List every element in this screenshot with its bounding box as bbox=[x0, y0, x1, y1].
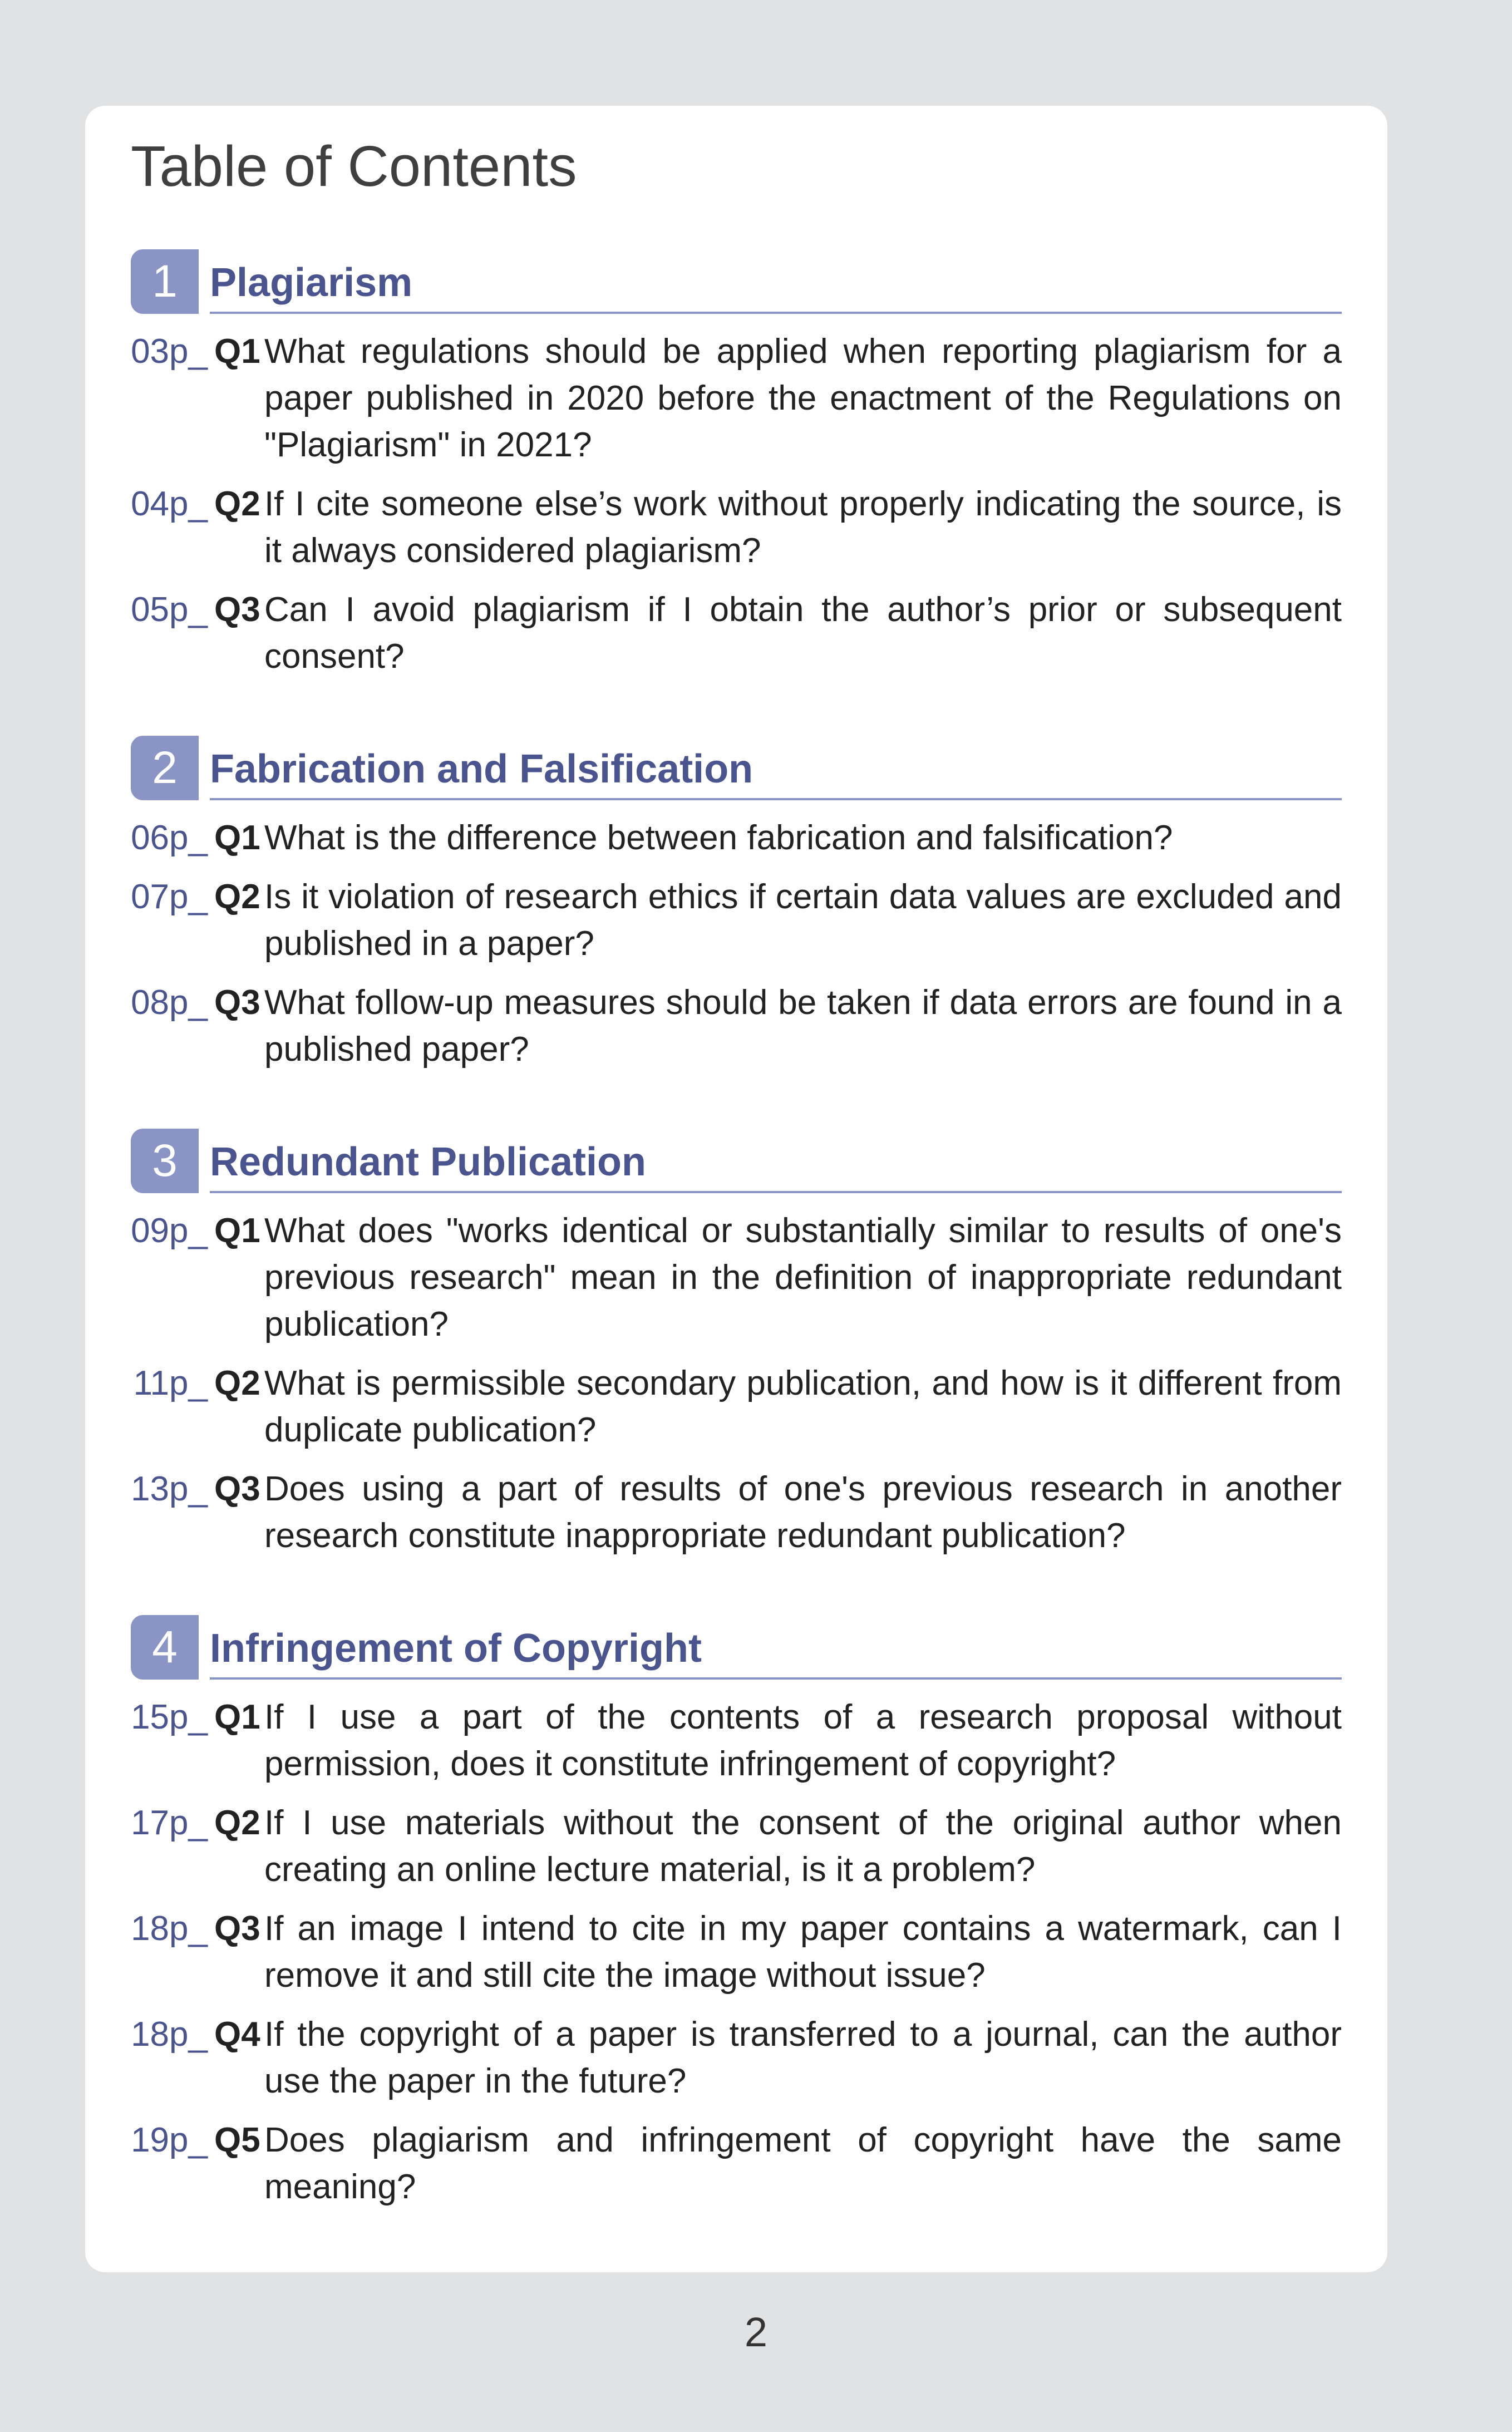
entry-question-text: If I use materials without the consent of the original author when creating an online lecture material, is it a problem? bbox=[264, 1804, 1342, 1889]
toc-entry[interactable] bbox=[131, 2117, 1342, 2211]
entry-question-text: What does "works identical or substantially similar to results of one's previous research" mean in the definition of inappropriate redundant publication? bbox=[264, 1212, 1342, 1344]
section-header bbox=[131, 736, 1342, 800]
entry-question-number: Q1 bbox=[214, 1212, 260, 1251]
section-number-badge: 3 bbox=[131, 1129, 199, 1193]
entry-page-ref: 04p_ bbox=[131, 485, 208, 524]
entry-question-number: Q2 bbox=[214, 485, 260, 524]
section-number-badge: 1 bbox=[131, 249, 199, 314]
toc-entry[interactable] bbox=[131, 587, 1342, 680]
toc-entry[interactable] bbox=[131, 2011, 1342, 2105]
entry-page-ref: 11p_ bbox=[133, 1364, 208, 1403]
entry-page-ref: 18p_ bbox=[131, 2015, 208, 2054]
toc-section bbox=[131, 736, 1342, 1073]
entry-question-text: What is the difference between fabrication and falsification? bbox=[264, 819, 1173, 858]
section-title: Infringement of Copyright bbox=[210, 1626, 702, 1671]
entry-question-text: If I cite someone else’s work without properly indicating the source, is it always considered plagiarism? bbox=[264, 485, 1342, 570]
entry-question-text: Does using a part of results of one's previous research in another research constitute inappropriate redundant publication? bbox=[264, 1470, 1342, 1555]
toc-entry[interactable] bbox=[131, 815, 1342, 861]
toc-section bbox=[131, 1129, 1342, 1559]
entry-question-number: Q1 bbox=[214, 332, 260, 371]
entry-question-number: Q2 bbox=[214, 1804, 260, 1843]
toc-entry[interactable] bbox=[131, 1694, 1342, 1788]
entry-page-ref: 09p_ bbox=[131, 1212, 208, 1251]
toc-entry[interactable] bbox=[131, 328, 1342, 469]
entry-page-ref: 08p_ bbox=[131, 983, 208, 1022]
entry-question-number: Q3 bbox=[214, 1470, 260, 1509]
entry-question-number: Q3 bbox=[214, 1909, 260, 1948]
toc-entry[interactable] bbox=[131, 1800, 1342, 1893]
toc-section bbox=[131, 1615, 1342, 2211]
section-title-rule bbox=[210, 261, 1342, 314]
toc-sections bbox=[131, 249, 1342, 2211]
toc-entry[interactable] bbox=[131, 874, 1342, 967]
toc-section bbox=[131, 249, 1342, 680]
section-number-badge: 4 bbox=[131, 1615, 199, 1680]
section-header bbox=[131, 249, 1342, 314]
page-title: Table of Contents bbox=[131, 134, 577, 198]
entry-question-number: Q1 bbox=[214, 819, 260, 858]
section-header bbox=[131, 1129, 1342, 1193]
toc-entry[interactable] bbox=[131, 1360, 1342, 1454]
section-title-rule bbox=[210, 747, 1342, 800]
entry-page-ref: 03p_ bbox=[131, 332, 208, 371]
entry-page-ref: 05p_ bbox=[131, 590, 208, 629]
entry-question-number: Q2 bbox=[214, 1364, 260, 1403]
toc-entry[interactable] bbox=[131, 1208, 1342, 1348]
entry-page-ref: 13p_ bbox=[131, 1470, 208, 1509]
entry-page-ref: 18p_ bbox=[131, 1909, 208, 1948]
entry-page-ref: 17p_ bbox=[131, 1804, 208, 1843]
section-title: Redundant Publication bbox=[210, 1140, 646, 1185]
entry-question-number: Q2 bbox=[214, 878, 260, 917]
section-header bbox=[131, 1615, 1342, 1680]
entry-page-ref: 07p_ bbox=[131, 878, 208, 917]
toc-entry[interactable] bbox=[131, 979, 1342, 1073]
entry-page-ref: 19p_ bbox=[131, 2121, 208, 2160]
entry-question-text: If an image I intend to cite in my paper contains a watermark, can I remove it and still cite the image without issue? bbox=[264, 1909, 1342, 1995]
entry-question-text: Does plagiarism and infringement of copyright have the same meaning? bbox=[264, 2121, 1342, 2207]
entry-question-text: What follow-up measures should be taken if data errors are found in a published paper? bbox=[264, 983, 1342, 1069]
entry-question-number: Q5 bbox=[214, 2121, 260, 2160]
entry-question-text: If the copyright of a paper is transferred to a journal, can the author use the paper in the future? bbox=[264, 2015, 1342, 2101]
section-number-badge: 2 bbox=[131, 736, 199, 800]
toc-entry[interactable] bbox=[131, 481, 1342, 574]
toc-entry[interactable] bbox=[131, 1906, 1342, 1999]
entry-question-text: What is permissible secondary publication, and how is it different from duplicate publication? bbox=[264, 1364, 1342, 1450]
entry-question-text: Can I avoid plagiarism if I obtain the author’s prior or subsequent consent? bbox=[264, 590, 1342, 676]
section-title: Plagiarism bbox=[210, 260, 413, 306]
entry-page-ref: 06p_ bbox=[131, 819, 208, 858]
entry-page-ref: 15p_ bbox=[131, 1698, 208, 1737]
section-title-rule bbox=[210, 1140, 1342, 1193]
toc-card bbox=[85, 106, 1387, 2272]
entry-question-number: Q1 bbox=[214, 1698, 260, 1737]
toc-entry[interactable] bbox=[131, 1466, 1342, 1559]
entry-question-text: What regulations should be applied when reporting plagiarism for a paper published in 2020 before the enactment of the Regulations on "Plagiarism" in 2021? bbox=[264, 332, 1342, 465]
entry-question-number: Q3 bbox=[214, 590, 260, 629]
page-number: 2 bbox=[744, 2309, 768, 2355]
section-title-rule bbox=[210, 1627, 1342, 1680]
entry-question-number: Q3 bbox=[214, 983, 260, 1022]
entry-question-number: Q4 bbox=[214, 2015, 260, 2054]
entry-question-text: Is it violation of research ethics if certain data values are excluded and published in a paper? bbox=[264, 878, 1342, 963]
entry-question-text: If I use a part of the contents of a research proposal without permission, does it constitute infringement of copyright? bbox=[264, 1698, 1342, 1784]
section-title: Fabrication and Falsification bbox=[210, 747, 753, 792]
